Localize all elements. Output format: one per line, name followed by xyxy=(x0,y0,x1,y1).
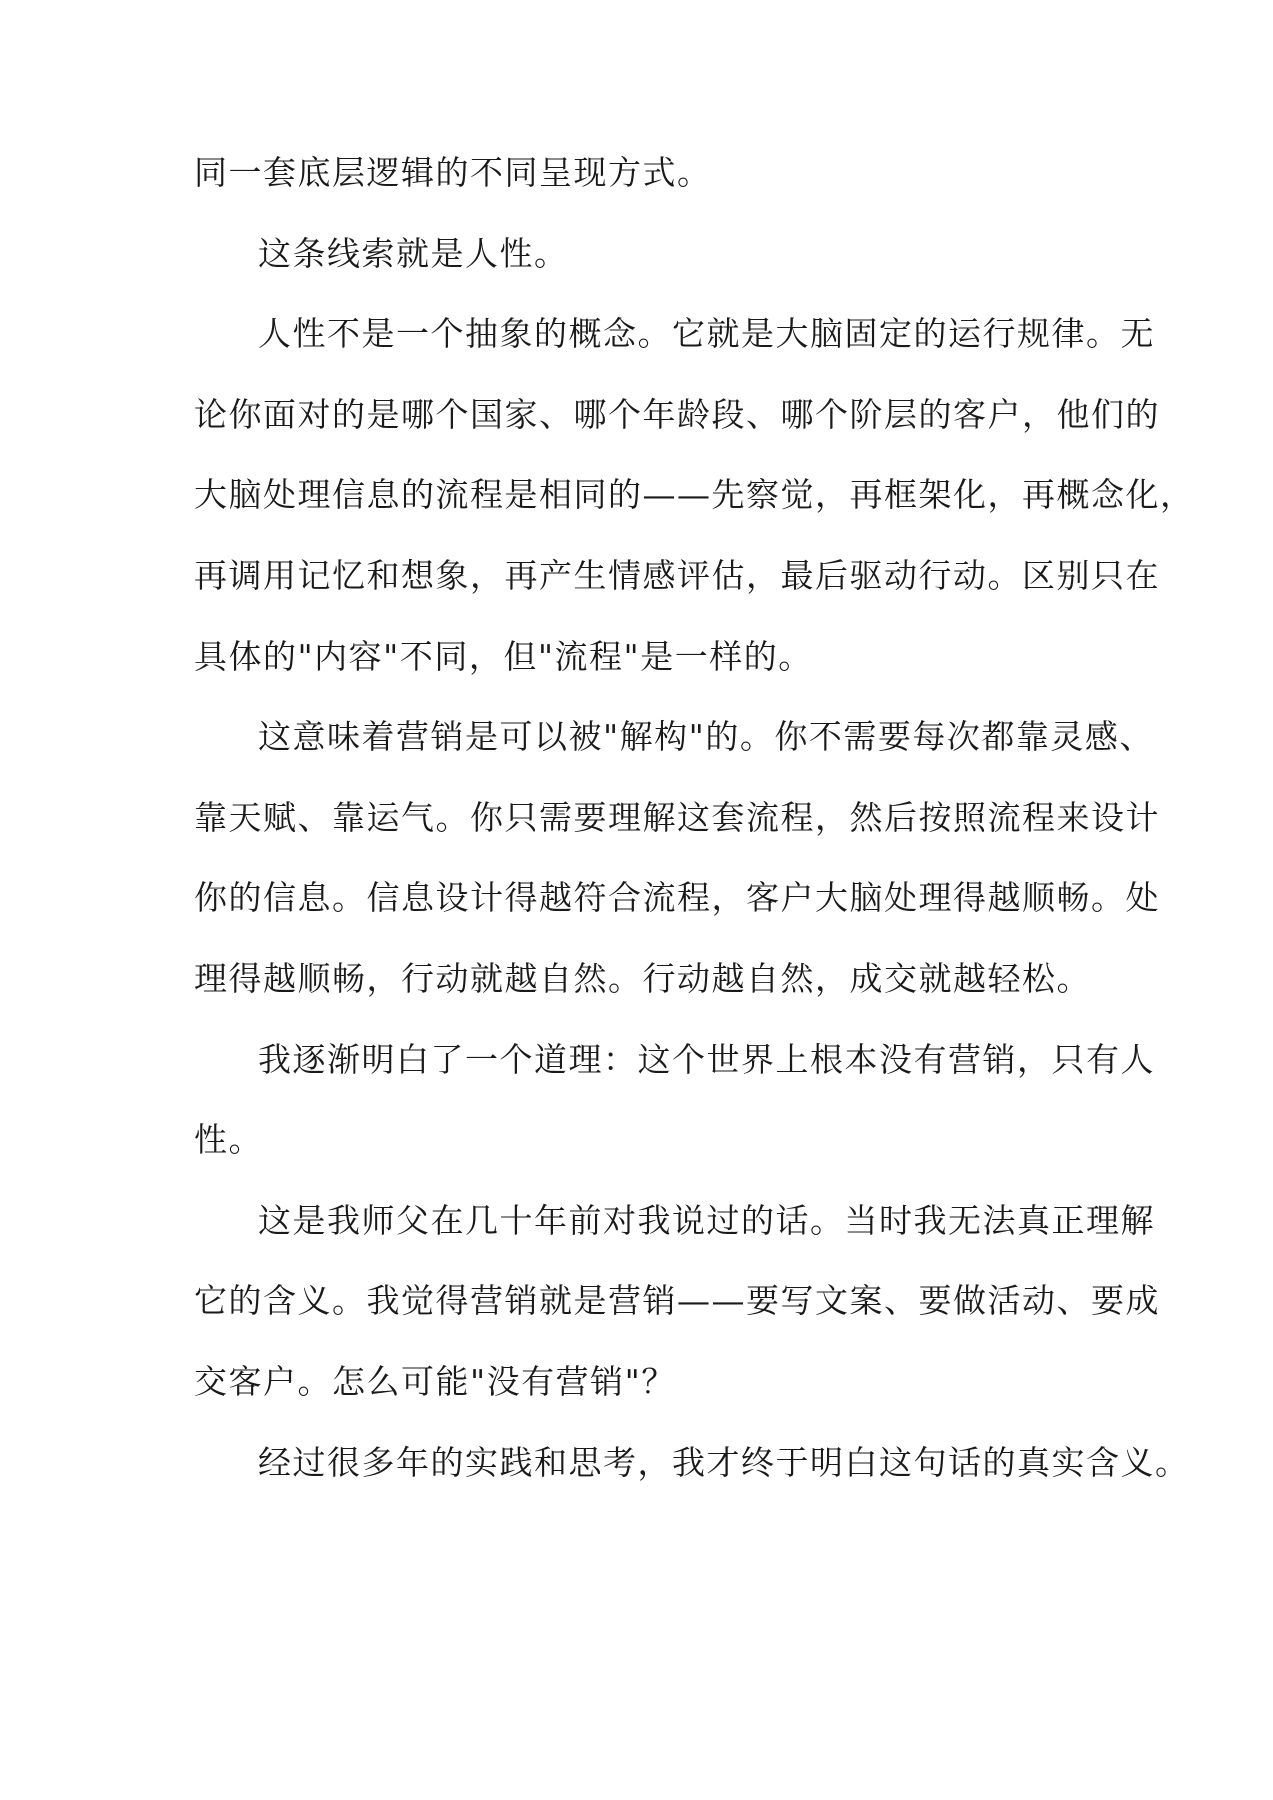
text-line: 这条线索就是人性。 xyxy=(258,233,569,273)
text-line: 具体的"内容"不同，但"流程"是一样的。 xyxy=(194,636,813,676)
text-line: 再调用记忆和想象，再产生情感评估，最后驱动行动。区别只在 xyxy=(194,555,1160,595)
text-line: 我逐渐明白了一个道理：这个世界上根本没有营销，只有人 xyxy=(258,1039,1155,1079)
text-line: 它的含义。我觉得营销就是营销——要写文案、要做活动、要成 xyxy=(194,1281,1160,1321)
text-line: 人性不是一个抽象的概念。它就是大脑固定的运行规律。无 xyxy=(258,314,1155,354)
text-line: 性。 xyxy=(194,1120,263,1160)
text-line: 这意味着营销是可以被"解构"的。你不需要每次都靠灵感、 xyxy=(258,717,1154,757)
body-text xyxy=(194,153,1195,1526)
text-line: 理得越顺畅，行动就越自然。行动越自然，成交就越轻松。 xyxy=(194,958,1091,998)
text-line: 交客户。怎么可能"没有营销"？ xyxy=(194,1361,676,1401)
text-line: 你的信息。信息设计得越符合流程，客户大脑处理得越顺畅。处 xyxy=(194,878,1160,918)
text-line: 同一套底层逻辑的不同呈现方式。 xyxy=(194,153,712,192)
text-line: 论你面对的是哪个国家、哪个年龄段、哪个阶层的客户，他们的 xyxy=(194,394,1160,434)
text-line: 大脑处理信息的流程是相同的——先察觉，再框架化，再概念化， xyxy=(194,475,1195,515)
text-line: 这是我师父在几十年前对我说过的话。当时我无法真正理解 xyxy=(258,1200,1155,1240)
text-line: 经过很多年的实践和思考，我才终于明白这句话的真实含义。 xyxy=(258,1442,1190,1482)
text-line: 靠天赋、靠运气。你只需要理解这套流程，然后按照流程来设计 xyxy=(194,797,1160,837)
